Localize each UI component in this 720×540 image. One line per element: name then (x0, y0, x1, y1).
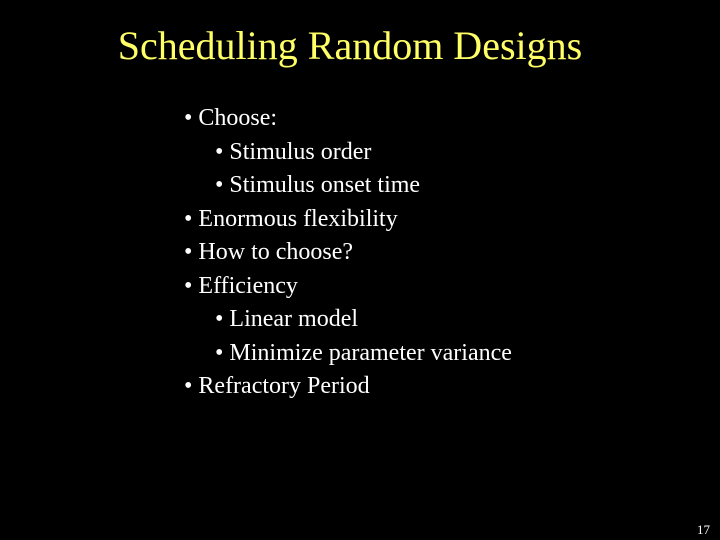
sub-bullet-linear-model: • Linear model (215, 306, 359, 332)
sub-bullet-stimulus-order: • Stimulus order (215, 138, 372, 165)
sub-bullet-minimize-parameter-variance: • Minimize parameter variance (215, 339, 512, 366)
bullet-enormous-flexibility: • Enormous flexibility (184, 205, 398, 232)
bullet-refractory-period: • Refractory Period (184, 373, 370, 399)
page-number: 17 (697, 522, 710, 537)
bullet-how-to-choose: • How to choose? (184, 239, 354, 265)
bullet-list (184, 102, 512, 404)
bullet-choose: • Choose: (184, 105, 278, 131)
slide-title: Scheduling Random Designs (117, 23, 583, 68)
sub-bullet-stimulus-onset-time: • Stimulus onset time (215, 172, 421, 198)
bullet-efficiency: • Efficiency (184, 272, 298, 299)
